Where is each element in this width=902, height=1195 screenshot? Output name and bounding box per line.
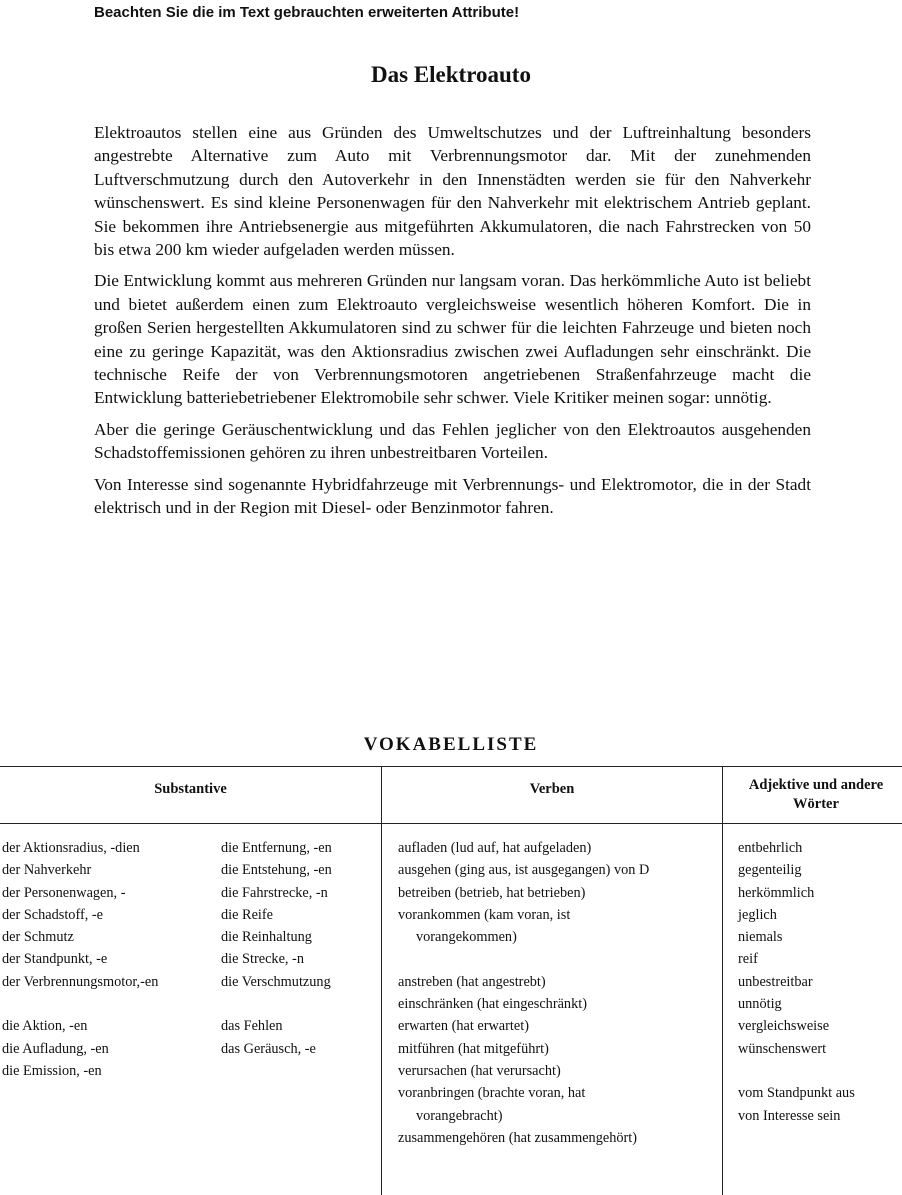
vocab-entry: das Geräusch, -e [221, 1040, 316, 1057]
vocab-entry: die Entfernung, -en [221, 840, 332, 856]
vocab-entry: vergleichsweise [738, 1018, 830, 1035]
vocab-entry: die Entstehung, -en [221, 862, 332, 879]
paragraph-1: Elektroautos stellen eine aus Gründen des Umweltschutzes und der Luftreinhaltung besonders angestrebte Alternative zum Auto mit Verbrennungsmotor dar. Mit der zunehmenden Luftverschmutzung durch den Autoverkehr in den Innenstädten werden sie für den Nahverkehr wünschenswert. Es sind kleine Personenwagen für den Nahverkehr mit elektrischem Antrieb geplant. Sie bekommen ihre Antriebsenergie aus mitgeführten Akkumulatoren, die nach Fahrstrecken von 50 bis etwa 200 km wieder aufgeladen werden müssen. [94, 123, 811, 260]
vocab-entry: mitführen (hat mitgeführt) [398, 1040, 549, 1057]
header-divider [0, 823, 902, 824]
header-substantive: Substantive [154, 781, 227, 797]
vocab-entry: der Schmutz [2, 929, 74, 946]
vocab-entry: zusammengehören (hat zusammengehört) [398, 1129, 637, 1146]
vocab-entry [738, 1060, 855, 1082]
vocab-entry [2, 993, 158, 1015]
vocab-entry: die Verschmutzung [221, 973, 331, 990]
vocab-entry: der Standpunkt, -e [2, 951, 108, 968]
vocab-entry: vom Standpunkt aus [738, 1085, 855, 1102]
vocab-entry: voranbringen (brachte voran, hat [398, 1085, 586, 1102]
vocab-entry: anstreben (hat angestrebt) [398, 973, 546, 990]
article-title: Das Elektroauto [371, 62, 531, 87]
header-adjektive: Adjektive und andere Wörter [748, 777, 884, 812]
vocab-entry: einschränken (hat eingeschränkt) [398, 996, 587, 1013]
vocab-entry: der Personenwagen, - [2, 884, 126, 901]
vocab-entry: vorankommen (kam voran, ist [398, 906, 571, 923]
vocab-entry: die Fahrstrecke, -n [221, 884, 328, 901]
paragraph-4: Von Interesse sind sogenannte Hybridfahrzeuge mit Verbrennungs- und Elektromotor, die in der Stadt elektrisch und in der Region mit Diesel- oder Benzinmotor fahren. [94, 474, 811, 518]
vocab-entry: der Schadstoff, -e [2, 906, 103, 923]
vocab-entry: aufladen (lud auf, hat aufgeladen) [398, 840, 592, 856]
vocab-entry: die Emission, -en [2, 1062, 102, 1079]
vocab-entry: niemals [738, 929, 783, 946]
vocab-title: VOKABELLISTE [363, 734, 539, 755]
paragraph-3: Aber die geringe Geräuschentwicklung und das Fehlen jeglicher von den Elektroautos ausgehenden Schadstoffemissionen gehören zu ihren unbestreitbaren Vorteilen. [94, 419, 811, 463]
vocab-table [0, 766, 902, 1195]
vocab-entry: ausgehen (ging aus, ist ausgegangen) von D [398, 862, 650, 879]
vocab-entry: reif [738, 951, 758, 968]
vocab-entry: der Verbrennungsmotor,-en [2, 973, 159, 990]
substantive-column-1 [2, 837, 158, 1082]
vocab-entry: erwarten (hat erwartet) [398, 1018, 529, 1035]
instruction-text: Beachten Sie die im Text gebrauchten erweiterten Attribute! [94, 4, 520, 21]
vocab-entry [221, 993, 332, 1015]
vocab-entry: gegenteilig [738, 862, 802, 879]
vocab-entry: wünschenswert [738, 1040, 827, 1057]
vocab-entry: die Aufladung, -en [2, 1040, 109, 1057]
vocab-entry: der Aktionsradius, -dien [2, 840, 140, 856]
vocab-entry: verursachen (hat verursacht) [398, 1062, 561, 1079]
vocab-entry: vorangebracht) [416, 1107, 503, 1124]
vocab-entry: von Interesse sein [738, 1107, 841, 1124]
vocab-entry: unnötig [738, 996, 782, 1013]
paragraph-2: Die Entwicklung kommt aus mehreren Gründen nur langsam voran. Das herkömmliche Auto ist beliebt und bietet außerdem einen zum Elektroauto vergleichsweise wesentlich höheren Komfort. Die in großen Serien hergestellten Akkumulatoren sind zu schwer für die leichten Fahrzeuge und bieten noch eine zu geringe Kapazität, was den Aktionsradius zwischen zwei Aufladungen sehr einschränkt. Die technische Reife der von Verbrennungsmotoren angetriebenen Straßenfahrzeuge macht die Entwicklung batteriebetriebener Elektromobile sehr schwer. Viele Kritiker meinen sogar: unnötig. [94, 271, 811, 408]
vocab-entry: die Strecke, -n [221, 951, 304, 968]
vocab-entry: die Reinhaltung [221, 929, 312, 946]
vocab-entry: entbehrlich [738, 840, 803, 856]
verben-column [398, 837, 649, 1149]
column-divider [722, 767, 723, 1195]
vocab-entry: das Fehlen [221, 1018, 283, 1035]
substantive-column-2 [221, 837, 332, 1060]
header-verben: Verben [529, 781, 575, 797]
vocab-entry: herkömmlich [738, 884, 815, 901]
vocab-entry: der Nahverkehr [2, 862, 92, 879]
vocab-entry: unbestreitbar [738, 973, 813, 990]
vocab-entry: vorangekommen) [416, 929, 517, 946]
vocab-entry: jeglich [738, 906, 777, 923]
vocab-entry [398, 948, 649, 970]
vocab-entry: betreiben (betrieb, hat betrieben) [398, 884, 586, 901]
column-divider [381, 767, 382, 1195]
article-body [94, 121, 811, 528]
adjektive-column [738, 837, 855, 1127]
vocab-entry: die Aktion, -en [2, 1018, 88, 1035]
vocab-entry: die Reife [221, 906, 274, 923]
